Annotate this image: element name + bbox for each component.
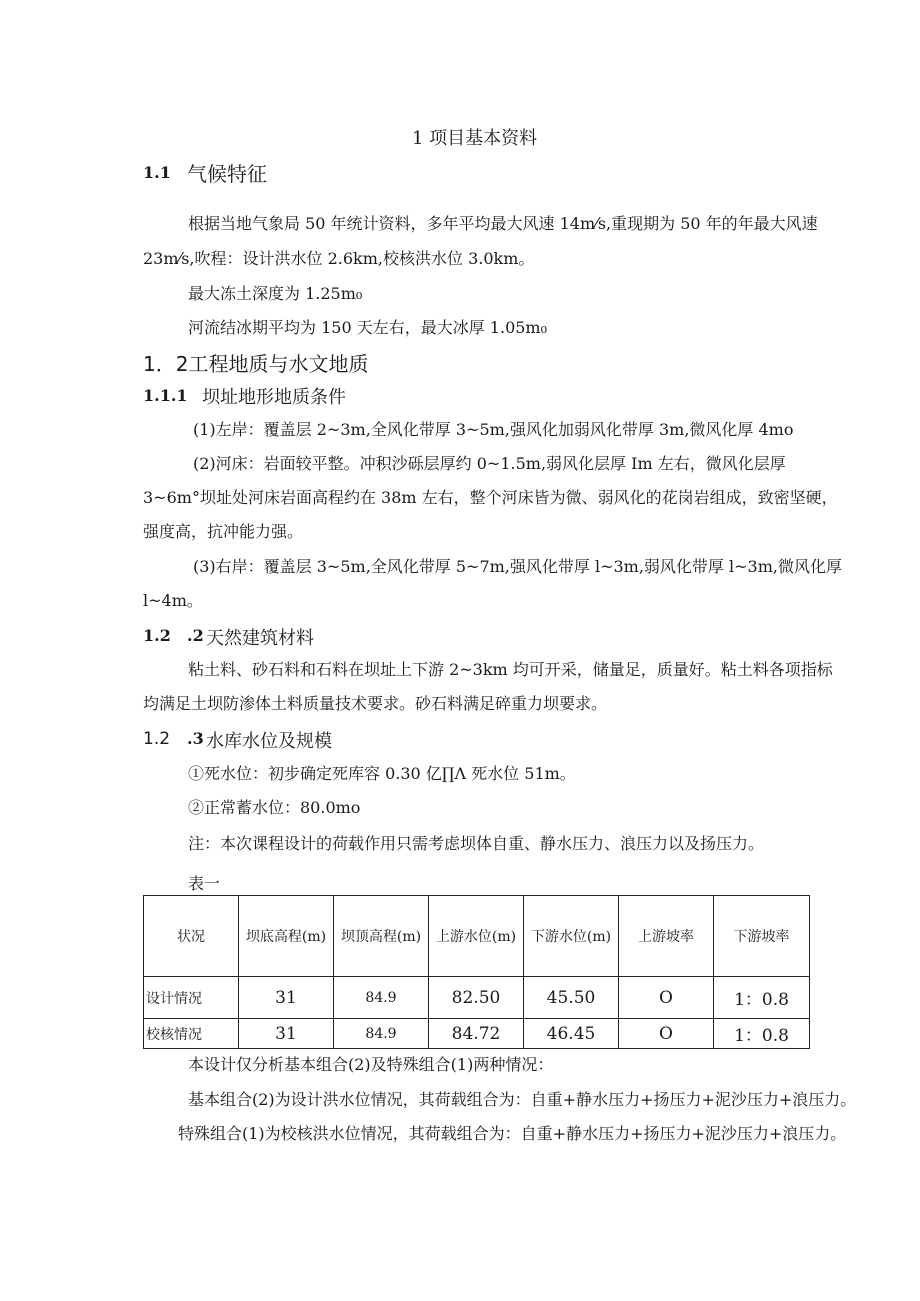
analysis-line3: 特殊组合(1)为校核洪水位情况，其荷载组合为：自重+静水压力+扬压力+泥沙压力+浪压力。 [178,1124,847,1143]
table-cell: 45.50 [524,977,619,1019]
table-caption: 表一 [188,874,221,893]
table-header-cell: 坝顶高程(m) [334,896,429,977]
frost-depth-text: 最大冻土深度为 1.25m₀ [188,284,363,303]
table-row [144,1019,810,1049]
table-cell: O [619,977,714,1019]
table-header-cell: 下游水位(m) [524,896,619,977]
normal-water-level-text: ②正常蓄水位：80.0mo [188,798,361,817]
section-1-2-title: 工程地质与水文地质 [188,352,369,376]
table-header-cell: 下游坡率 [714,896,810,977]
table-row [144,977,810,1019]
materials-line1: 粘土料、砂石料和石料在坝址上下游 2~3km 均可开采，储量足，质量好。粘土料各项指标 [188,660,833,679]
left-bank-text: (1)左岸：覆盖层 2~3m,全风化带厚 3~5m,强风化加弱风化带厚 3m,微风化厚 4mo [193,420,794,439]
riverbed-line2: 3~6m°坝址处河床岩面高程约在 38m 左右，整个河床皆为微、弱风化的花岗岩组成，致密坚硬， [143,488,838,507]
right-bank-line2: l~4m。 [143,591,203,610]
table-header-cell: 上游水位(m) [429,896,524,977]
table-header-row [144,896,810,977]
section-1-2-3-title: 水库水位及规模 [206,731,332,752]
section-1-1-title: 气候特征 [187,162,267,186]
table-cell: 84.9 [334,1019,429,1049]
note-text: 注：本次课程设计的荷载作用只需考虑坝体自重、静水压力、浪压力以及扬压力。 [188,834,765,853]
table-cell: 46.45 [524,1019,619,1049]
table-cell: 1：0.8 [714,977,810,1019]
dead-water-level-text: ①死水位：初步确定死库容 0.30 亿∏Λ 死水位 51m。 [188,764,576,783]
right-bank-line1: (3)右岸：覆盖层 3~5m,全风化带厚 5~7m,强风化带厚 l~3m,弱风化带厚 l~3m,微风化厚 [193,557,842,576]
table-cell: O [619,1019,714,1049]
section-1-2-number: 1．2 [143,352,189,376]
section-1-2-3-number-b: .3 [187,729,204,748]
table-header-cell: 上游坡率 [619,896,714,977]
ice-thickness-text: 河流结冰期平均为 150 天左右，最大冰厚 1.05m₀ [188,318,548,337]
section-1-1-1-title: 坝址地形地质条件 [202,387,346,408]
page-title: 1 项目基本资料 [412,128,538,149]
table-cell: 31 [239,977,334,1019]
table-header-cell: 坝底高程(m) [239,896,334,977]
section-1-2-2-number-a: 1.2 [143,626,171,645]
analysis-line2: 基本组合(2)为设计洪水位情况，其荷载组合为：自重+静水压力+扬压力+泥沙压力+浪压力。 [188,1090,857,1109]
section-1-2-2-number-b: .2 [187,626,204,645]
table-cell: 31 [239,1019,334,1049]
table-cell: 校核情况 [144,1019,239,1049]
section-1-2-heading [143,348,368,377]
section-1-1-number: 1.1 [143,163,171,182]
table-header-cell: 状况 [144,896,239,977]
climate-paragraph-line2: 23m⁄s,吹程：设计洪水位 2.6km,校核洪水位 3.0km。 [143,249,535,268]
section-1-2-3-number-a: 1.2 [143,729,171,749]
materials-line2: 均满足土坝防渗体土料质量技术要求。砂石料满足碎重力坝要求。 [143,694,608,713]
analysis-line1: 本设计仅分析基本组合(2)及特殊组合(1)两种情况： [188,1055,554,1074]
table-cell: 1：0.8 [714,1019,810,1049]
water-level-table [143,895,810,1049]
table-cell: 82.50 [429,977,524,1019]
section-1-1-1-number: 1.1.1 [143,386,188,405]
riverbed-line3: 强度高，抗冲能力强。 [143,522,304,541]
riverbed-line1: (2)河床：岩面较平整。冲积沙砾层厚约 0~1.5m,弱风化层厚 Im 左右，微风化层厚 [193,454,786,473]
table-cell: 84.72 [429,1019,524,1049]
climate-paragraph-line1: 根据当地气象局 50 年统计资料，多年平均最大风速 14m⁄s,重现期为 50 年的年最大风速 [188,214,818,233]
section-1-2-2-title: 天然建筑材料 [206,628,314,649]
table-cell: 设计情况 [144,977,239,1019]
table-cell: 84.9 [334,977,429,1019]
